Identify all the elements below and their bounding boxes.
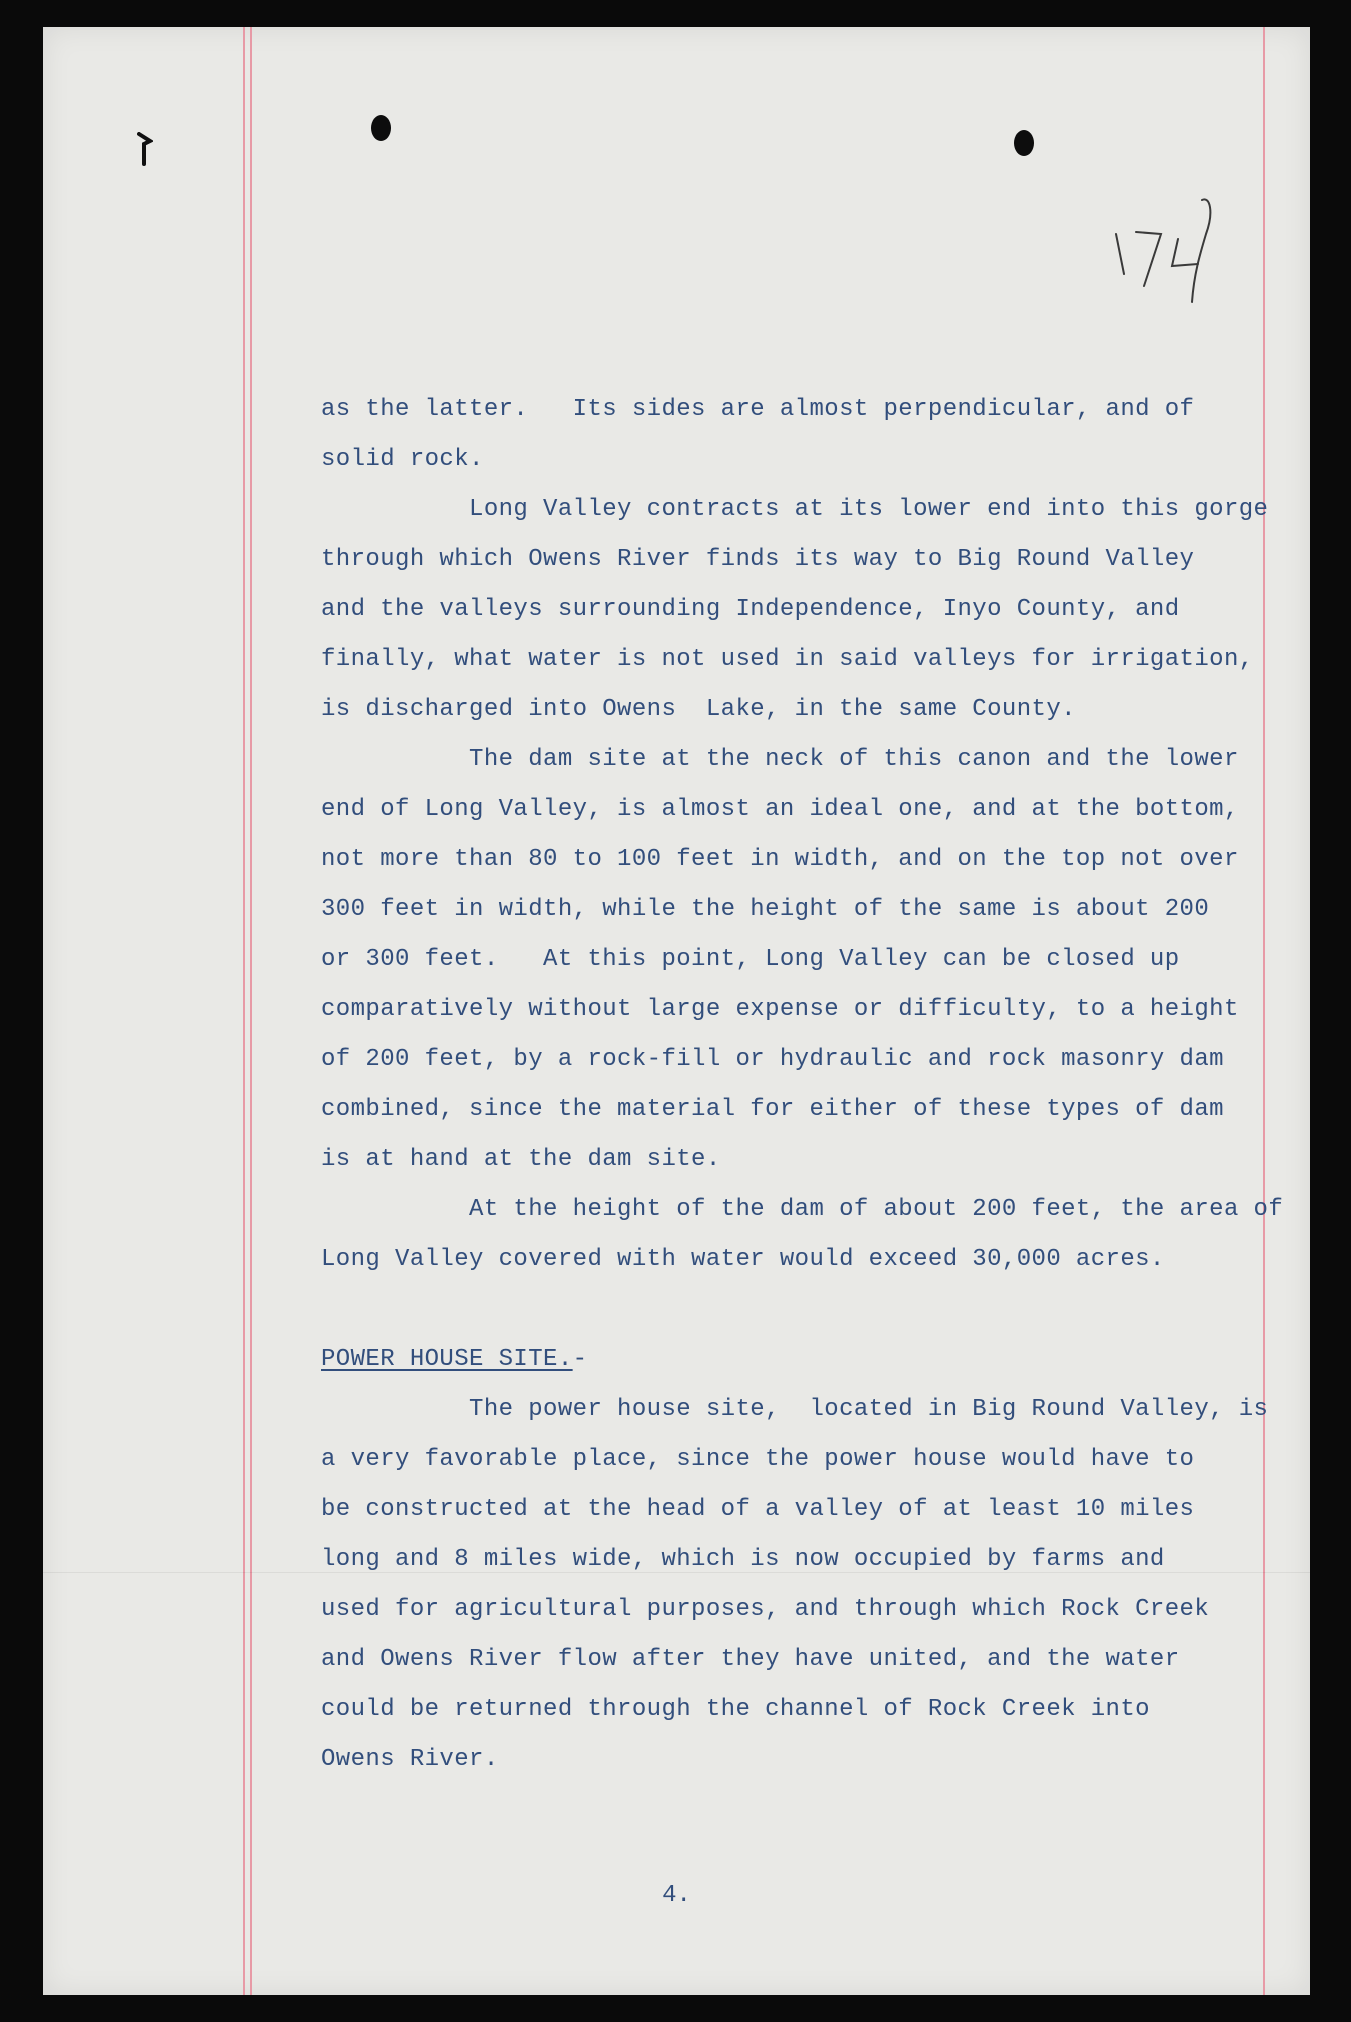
text-line: as the latter. Its sides are almost perpendicular, and of xyxy=(321,396,1195,423)
text-line: is discharged into Owens Lake, in the same County. xyxy=(321,696,1076,723)
text-line: of 200 feet, by a rock-fill or hydraulic and rock masonry dam xyxy=(321,1046,1224,1073)
punch-hole-left xyxy=(371,115,391,141)
text-line: a very favorable place, since the power house would have to xyxy=(321,1446,1195,1473)
text-line: The dam site at the neck of this canon and the lower xyxy=(321,746,1239,773)
document-page xyxy=(43,27,1310,1995)
left-margin-rule-inner xyxy=(250,27,252,1995)
text-line: The power house site, located in Big Round Valley, is xyxy=(321,1396,1269,1423)
text-line: through which Owens River finds its way to Big Round Valley xyxy=(321,546,1195,573)
handwritten-page-number xyxy=(1106,194,1246,314)
text-line: or 300 feet. At this point, Long Valley can be closed up xyxy=(321,946,1180,973)
text-line: Owens River. xyxy=(321,1746,499,1773)
left-margin-rule xyxy=(243,27,245,1995)
text-line: is at hand at the dam site. xyxy=(321,1146,721,1173)
typed-text-body xyxy=(321,385,1284,1785)
text-line: end of Long Valley, is almost an ideal one, and at the bottom, xyxy=(321,796,1239,823)
text-line: Long Valley covered with water would exceed 30,000 acres. xyxy=(321,1246,1165,1273)
section-heading: POWER HOUSE SITE. xyxy=(321,1346,573,1373)
section-heading-suffix: - xyxy=(572,1346,588,1373)
text-line: combined, since the material for either of these types of dam xyxy=(321,1096,1224,1123)
text-line: and Owens River flow after they have united, and the water xyxy=(321,1646,1180,1673)
text-line: Long Valley contracts at its lower end into this gorge xyxy=(321,496,1269,523)
text-line: 300 feet in width, while the height of the same is about 200 xyxy=(321,896,1210,923)
edge-mark-icon xyxy=(137,132,153,166)
text-line: and the valleys surrounding Independence, Inyo County, and xyxy=(321,596,1180,623)
text-line: could be returned through the channel of Rock Creek into xyxy=(321,1696,1150,1723)
text-line: comparatively without large expense or difficulty, to a height xyxy=(321,996,1239,1023)
page-number: 4. xyxy=(662,1882,691,1909)
paragraph-gap xyxy=(321,1285,1281,1335)
text-line: At the height of the dam of about 200 feet, the area of xyxy=(321,1196,1284,1223)
text-line: used for agricultural purposes, and through which Rock Creek xyxy=(321,1596,1210,1623)
text-line: not more than 80 to 100 feet in width, and on the top not over xyxy=(321,846,1239,873)
punch-hole-right xyxy=(1014,130,1034,156)
text-line: long and 8 miles wide, which is now occupied by farms and xyxy=(321,1546,1165,1573)
text-line: solid rock. xyxy=(321,446,484,473)
text-line: be constructed at the head of a valley of at least 10 miles xyxy=(321,1496,1195,1523)
section-heading-line xyxy=(321,1335,1281,1385)
text-line: finally, what water is not used in said valleys for irrigation, xyxy=(321,646,1254,673)
